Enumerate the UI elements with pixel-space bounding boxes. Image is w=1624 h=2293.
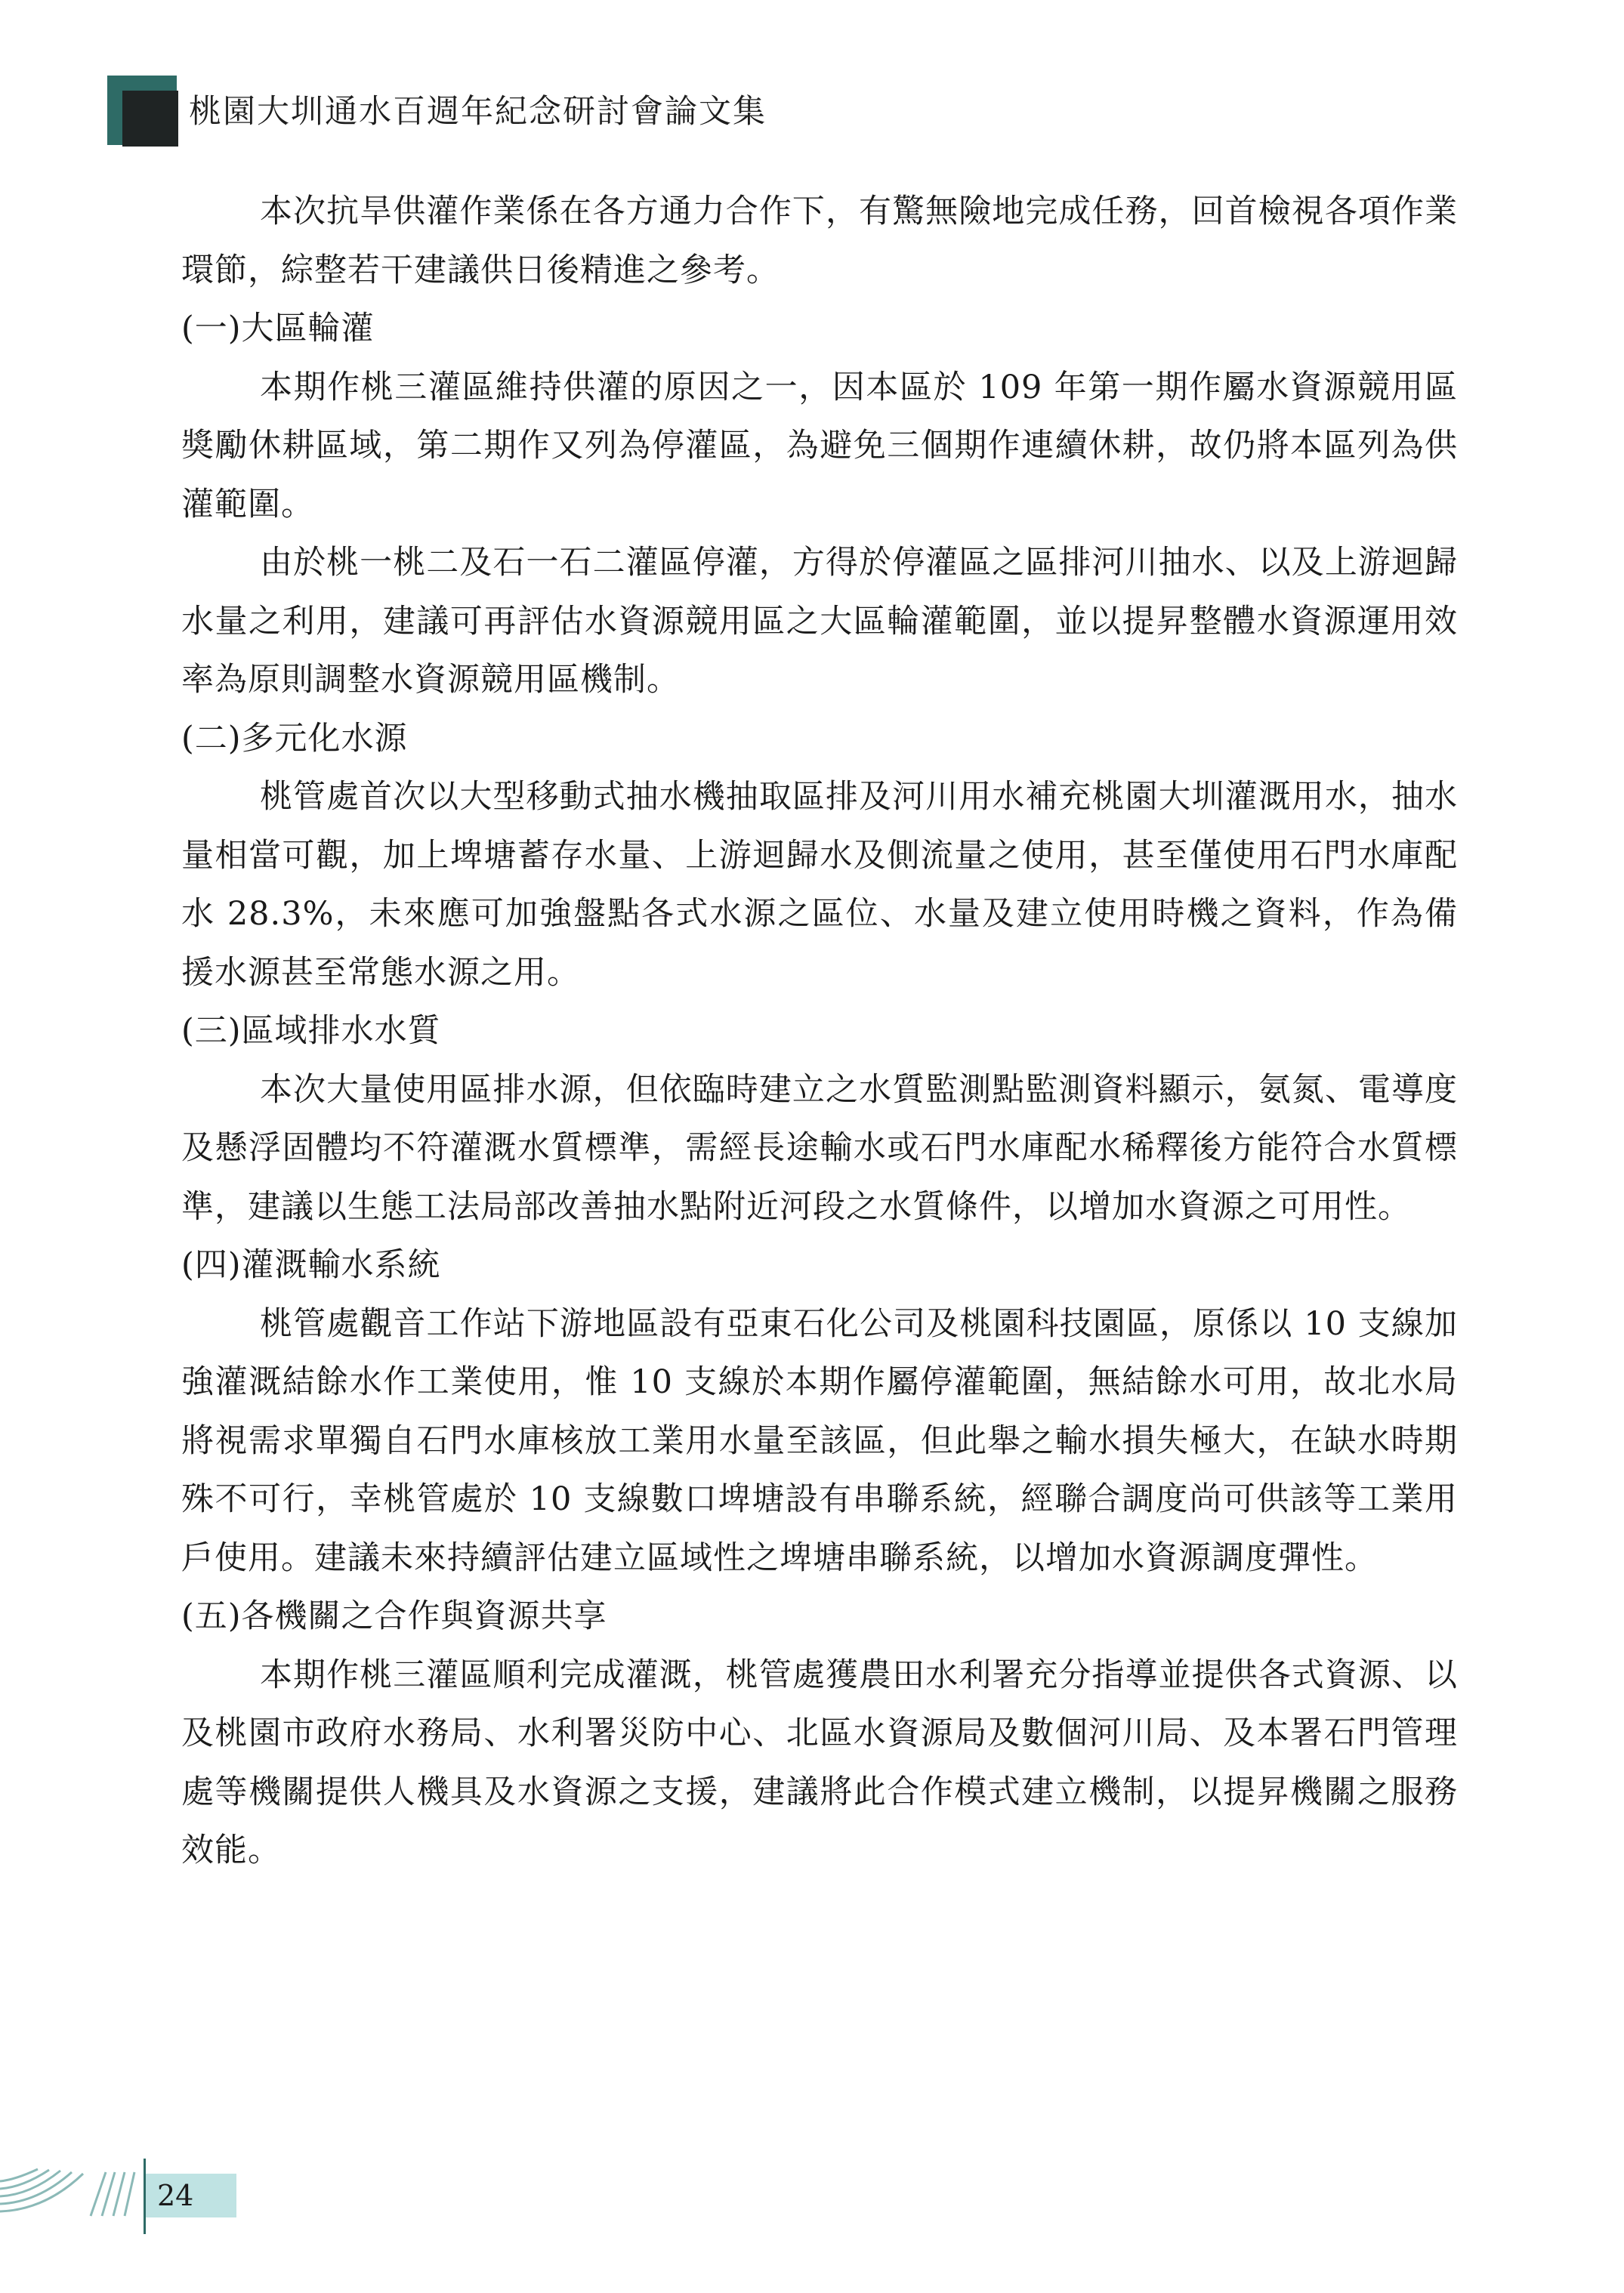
section-5-paragraph-1: 本期作桃三灌區順利完成灌溉，桃管處獲農田水利署充分指導並提供各式資源、以及桃園市政府水務局、水利署災防中心、北區水資源局及數個河川局、及本署石門管理處等機關提供人機具及水資源之支援，建議將此合作模式建立機制，以提昇機關之服務效能。 bbox=[181, 1656, 1458, 1869]
intro-paragraph: 本次抗旱供灌作業係在各方通力合作下，有驚無險地完成任務，回首檢視各項作業環節，綜整若干建議供日後精進之參考。 bbox=[181, 193, 1458, 289]
page-number: 24 bbox=[157, 2179, 194, 2212]
section-1-paragraph-1: 本期作桃三灌區維持供灌的原因之一，因本區於 109 年第一期作屬水資源競用區獎勵休耕區域，第二期作又列為停灌區，為避免三個期作連續休耕，故仍將本區列為供灌範圍。 bbox=[181, 368, 1458, 523]
section-heading-3: (三)區域排水水質 bbox=[181, 1012, 441, 1050]
section-heading-1: (一)大區輪灌 bbox=[181, 310, 375, 347]
wood-grain-rings-icon bbox=[0, 2166, 151, 2219]
section-heading-5: (五)各機關之合作與資源共享 bbox=[181, 1597, 607, 1635]
section-4-paragraph-1: 桃管處觀音工作站下游地區設有亞東石化公司及桃園科技園區，原係以 10 支線加強灌溉結餘水作工業使用，惟 10 支線於本期作屬停灌範圍，無結餘水可用，故北水局將視需求單獨自石門水庫核放工業用水量至該區，但此舉之輸水損失極大，在缺水時期殊不可行，幸桃管處於 10 支線數口埤塘設有串聯系統，經聯合調度尚可供該等工業用戶使用。建議未來持續評估建立區域性之埤塘串聯系統，以增加水資源調度彈性。 bbox=[181, 1304, 1458, 1577]
page-body bbox=[181, 183, 1458, 1881]
running-header bbox=[107, 76, 1497, 151]
section-3-paragraph-1: 本次大量使用區排水源，但依臨時建立之水質監測點監測資料顯示，氨氮、電導度及懸浮固體均不符灌溉水質標準，需經長途輸水或石門水庫配水稀釋後方能符合水質標準，建議以生態工法局部改善抽水點附近河段之水質條件，以增加水資源之可用性。 bbox=[181, 1070, 1458, 1226]
section-heading-4: (四)灌溉輸水系統 bbox=[181, 1246, 441, 1284]
section-heading-2: (二)多元化水源 bbox=[181, 719, 408, 758]
running-header-title: 桃園大圳通水百週年紀念研討會論文集 bbox=[189, 93, 767, 131]
section-1-paragraph-2: 由於桃一桃二及石一石二灌區停灌，方得於停灌區之區排河川抽水、以及上游迴歸水量之利用，建議可再評估水資源競用區之大區輪灌範圍，並以提昇整體水資源運用效率為原則調整水資源競用區機制。 bbox=[181, 544, 1458, 699]
header-square-dark bbox=[122, 91, 178, 147]
section-2-paragraph-1: 桃管處首次以大型移動式抽水機抽取區排及河川用水補充桃園大圳灌溉用水，抽水量相當可觀，加上埤塘蓄存水量、上游迴歸水及側流量之使用，甚至僅使用石門水庫配水 28.3%，未來應可加強盤點各式水源之區位、水量及建立使用時機之資料，作為備援水源甚至常態水源之用。 bbox=[181, 778, 1458, 992]
